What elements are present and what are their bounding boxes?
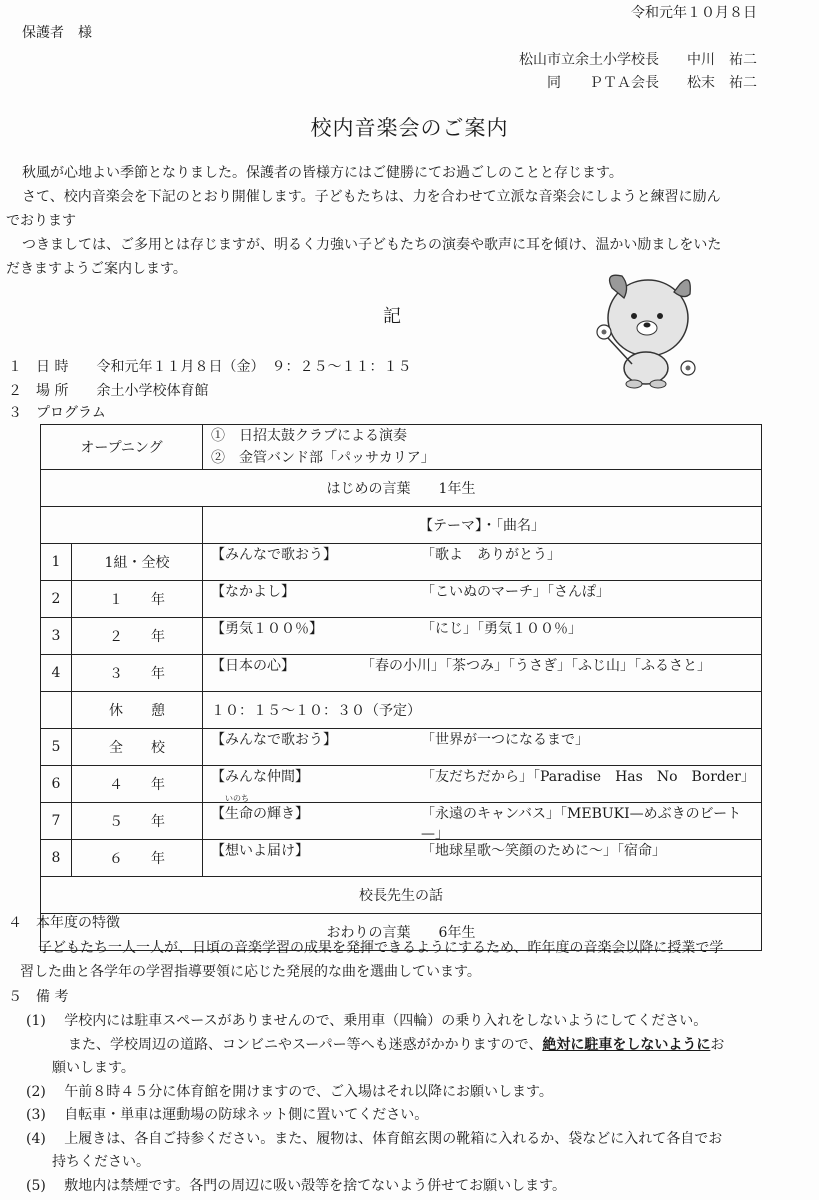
row-theme: 【みんな仲間】 [211,769,309,785]
row-theme: 【みんなで歌おう】 [211,547,337,563]
mascot-dog-illustration [580,268,710,392]
features-heading: ４ 本年度の特徴 [8,915,120,931]
row-songs: 「こいぬのマーチ」「さんぽ」 [421,584,610,600]
row-grade: ６ 年 [72,840,203,877]
sender-principal: 松山市立余土小学校長 中川 祐二 [519,52,757,68]
row-no: 4 [41,655,72,692]
row-no [41,692,72,729]
row-no: 5 [41,729,72,766]
sender-pta: 同 ＰＴＡ会長 松末 祐二 [547,75,757,91]
row-theme: 【生命の輝き】 [211,806,309,822]
opening-item-2: ② 金管バンド部「パッサカリア」 [211,450,435,466]
table-row [41,581,762,618]
note-3: (3) 自転車・単車は運動場の防球ネット側に置いてください。 [26,1107,429,1123]
greeting-para-3a: つきましては、ご多用とは存じますが、明るく力強い子どもたちの演奏や歌声に耳を傾け、温かい励ましをいた [22,237,722,253]
row-theme: 【想いよ届け】 [211,843,309,859]
row-content [203,544,762,581]
table-row [41,766,762,803]
opening-items [203,425,762,470]
row-grade: １ 年 [72,581,203,618]
table-row [41,729,762,766]
table-row-break [41,692,762,729]
note-4a: (4) 上履きは、各自ご持参ください。また、履物は、体育館玄関の靴箱に入れるか、袋などに入れて各自でお [26,1131,723,1147]
table-row [41,840,762,877]
table-row [41,803,762,840]
note-1c: 願いします。 [52,1060,135,1076]
row-no: 6 [41,766,72,803]
row-content [203,581,762,618]
row-songs: 「地球星歌〜笑顔のために〜」「宿命」 [421,843,666,859]
opening-label: オープニング [41,425,203,470]
ruby-text: いのち [225,794,249,803]
row-no: 3 [41,618,72,655]
greeting-para-3b: だきますようご案内します。 [6,261,187,277]
greeting-para-2b: でおります [6,213,76,229]
table-row [41,544,762,581]
row-grade: 1組・全校 [72,544,203,581]
note-4b: 持ちください。 [52,1154,150,1170]
greeting-para-2a: さて、校内音楽会を下記のとおり開催します。子どもたちは、力を合わせて立派な音楽会にしようと練習に励ん [22,189,721,205]
letter-date: 令和元年１０月８日 [631,5,757,21]
row-no: 7 [41,803,72,840]
opening-item-1: ① 日招太鼓クラブによる演奏 [211,428,407,444]
row-grade: ５ 年 [72,803,203,840]
row-songs: 「歌よ ありがとう」 [421,547,561,563]
theme-song-header: 【テーマ】・「曲名」 [203,507,762,544]
opening-row [41,425,762,470]
row-theme: 【なかよし】 [211,584,295,600]
row-theme: 【日本の心】 [211,658,295,674]
row-grade: 全 校 [72,729,203,766]
features-text-1: 子どもたち一人一人が、日頃の音楽学習の成果を発揮できるようにするため、昨年度の音楽会以降に授業で学 [38,940,724,956]
row-content [203,840,762,877]
note-1b-tail: お [710,1037,725,1053]
row-grade: 休 憩 [72,692,203,729]
row-content [203,618,762,655]
ki-heading: 記 [383,306,401,327]
principal-talk: 校長先生の話 [41,877,762,914]
event-place: ２ 場 所 余土小学校体育館 [8,383,209,399]
note-5: (5) 敷地内は禁煙です。各門の周辺に吸い殻等を捨てないよう併せてお願いします。 [26,1178,567,1194]
note-1b-emphasis: 絶対に駐車をしないように [542,1037,711,1053]
row-content [203,655,762,692]
table-row [41,618,762,655]
table-row [41,655,762,692]
notes-heading: ５ 備 考 [8,989,69,1005]
row-no: 8 [41,840,72,877]
row-theme: 【みんなで歌おう】 [211,732,337,748]
row-grade: ３ 年 [72,655,203,692]
program-table [40,424,762,951]
program-heading: ３ プログラム [8,405,106,421]
row-songs: 「永遠のキャンバス」「MEBUKI—めぶきのビート—」 [421,806,742,842]
row-grade: ４ 年 [72,766,203,803]
event-datetime: １ 日 時 令和元年１１月８日（金） ９：２５〜１１：１５ [8,359,412,375]
row-content [203,766,762,803]
break-time: １０：１５〜１０：３０（予定） [203,692,762,729]
row-no: 1 [41,544,72,581]
header-blank [41,507,203,544]
greeting-para-1: 秋風が心地よい季節となりました。保護者の皆様方にはご健勝にてお過ごしのことと存じます。 [22,165,623,181]
row-songs: 「にじ」「勇気１００％」 [421,621,582,637]
start-words: はじめの言葉 1年生 [41,470,762,507]
note-2: (2) 午前８時４５分に体育館を開けますので、ご入場はそれ以降にお願いします。 [26,1084,553,1100]
row-theme: 【勇気１００％】 [211,621,323,637]
row-content [203,794,762,842]
row-no: 2 [41,581,72,618]
row-songs: 「春の小川」「茶つみ」「うさぎ」「ふじ山」「ふるさと」 [361,658,711,674]
features-text-2: 習した曲と各学年の学習指導要領に応じた発展的な曲を選曲しています。 [20,964,481,980]
row-content [203,729,762,766]
note-1b-text: また、学校周辺の道路、コンビニやスーパー等へも迷惑がかかりますので、 [68,1037,543,1053]
row-grade: ２ 年 [72,618,203,655]
page-title: 校内音楽会のご案内 [310,116,509,140]
row-songs: 「世界が一つになるまで」 [421,732,589,748]
recipient: 保護者 様 [22,25,92,41]
note-1a: (1) 学校内には駐車スペースがありませんので、乗用車（四輪）の乗り入れをしないようにしてください。 [26,1013,708,1029]
note-1b [68,1034,724,1056]
end-words: おわりの言葉 6年生 [41,914,762,951]
row-songs: 「友だちだから」「Paradise Has No Border」 [421,769,755,785]
